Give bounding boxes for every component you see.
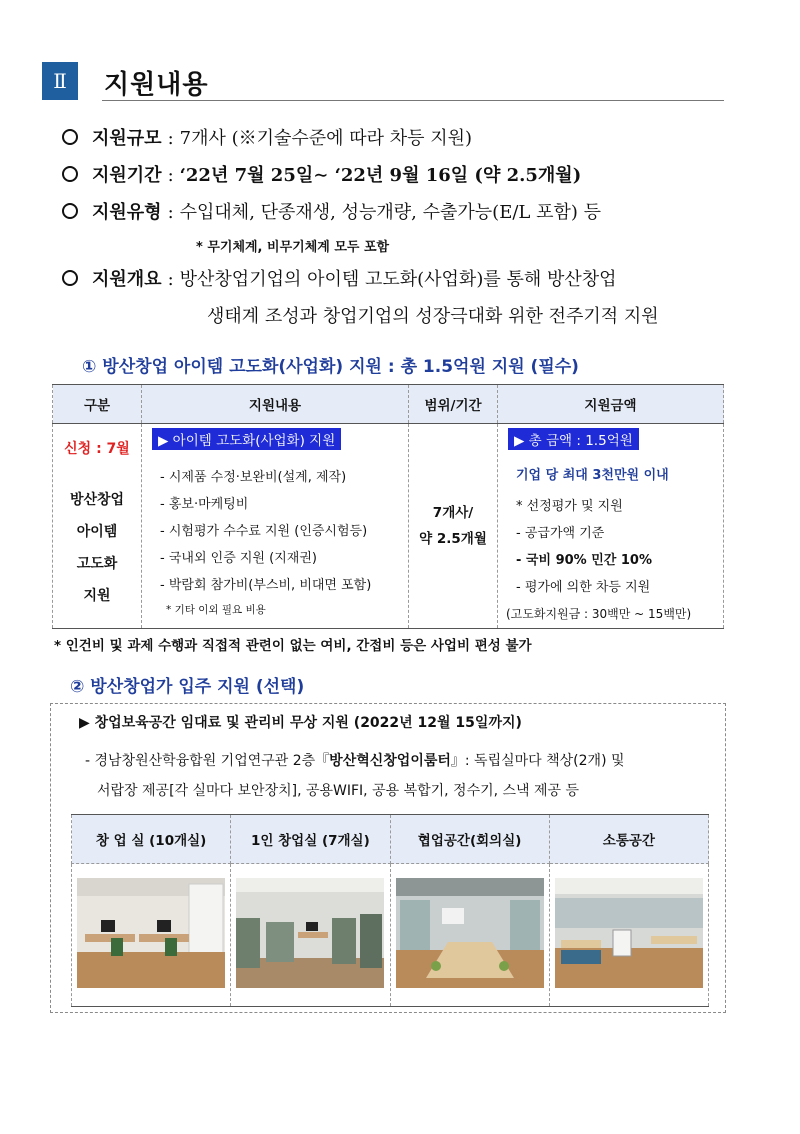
content-item: - 홍보·마케팅비 bbox=[160, 497, 249, 512]
content-highlight: ▶ 아이템 고도화(사업화) 지원 bbox=[152, 428, 341, 450]
rooms-table bbox=[71, 814, 709, 1007]
lounge-photo bbox=[555, 878, 703, 988]
circle-bullet-icon bbox=[62, 166, 78, 182]
category-cell bbox=[53, 424, 142, 629]
bullet-value: ‘22년 7월 25일∼ ‘22년 9월 16일 (약 2.5개월) bbox=[179, 165, 582, 186]
col-header: 구분 bbox=[53, 385, 142, 424]
residency-title: ▶ 창업보육공간 임대료 및 관리비 무상 지원 (2022년 12월 15일까지) bbox=[79, 715, 522, 731]
content-item: - 박람회 참가비(부스비, 비대면 포함) bbox=[160, 578, 372, 593]
amount-highlight: ▶ 총 금액 : 1.5억원 bbox=[508, 428, 639, 450]
content-cell bbox=[142, 424, 409, 629]
amount-footnote: (고도화지원금 : 30백만 ~ 15백만) bbox=[506, 607, 692, 621]
bullet-overview-continued: 생태계 조성과 창업기업의 성장극대화 위한 전주기적 지원 bbox=[207, 306, 659, 327]
room-photo-cell bbox=[231, 864, 390, 1007]
category-name: 방산창업 아이템 고도화 지원 bbox=[69, 492, 125, 604]
content-note: * 기타 이외 필요 비용 bbox=[166, 604, 266, 616]
content-item: - 국내외 인증 지원 (지재권) bbox=[160, 551, 317, 566]
expense-note: * 인건비 및 과제 수행과 직접적 관련이 없는 여비, 간접비 등은 사업비 편성 불가 bbox=[54, 638, 532, 654]
col-header: 지원내용 bbox=[142, 385, 409, 424]
content-item: - 시험평가 수수료 지원 (인증시험등) bbox=[160, 524, 368, 539]
amount-max: 기업 당 최대 3천만원 이내 bbox=[516, 468, 669, 483]
room-header: 협업공간(회의실) bbox=[390, 815, 549, 864]
section-rule bbox=[102, 100, 724, 101]
bullet-scale: 지원규모 : 7개사 (※기술수준에 따라 차등 지원) bbox=[62, 124, 472, 150]
section-title: 지원내용 bbox=[104, 70, 209, 100]
room-photo-cell bbox=[549, 864, 708, 1007]
circle-bullet-icon bbox=[62, 270, 78, 286]
room-header: 1인 창업실 (7개실) bbox=[231, 815, 390, 864]
residency-box bbox=[50, 703, 726, 1013]
circle-bullet-icon bbox=[62, 129, 78, 145]
amount-item: - 평가에 의한 차등 지원 bbox=[516, 580, 651, 595]
bullet-period: 지원기간 : ‘22년 7월 25일∼ ‘22년 9월 16일 (약 2.5개월) bbox=[62, 161, 581, 187]
room-photo-cell bbox=[72, 864, 231, 1007]
bullet-label: 지원기간 bbox=[92, 165, 162, 186]
col-header: 지원금액 bbox=[498, 385, 724, 424]
circle-bullet-icon bbox=[62, 203, 78, 219]
startup-room-photo bbox=[77, 878, 225, 988]
room-photo-cell bbox=[390, 864, 549, 1007]
section-header bbox=[42, 62, 724, 102]
bullet-value: 수입대체, 단종재생, 성능개량, 수출가능(E/L 포함) 등 bbox=[179, 202, 601, 223]
solo-room-photo bbox=[236, 878, 384, 988]
support-table bbox=[52, 384, 724, 629]
room-header: 소통공간 bbox=[549, 815, 708, 864]
room-header: 창 업 실 (10개실) bbox=[72, 815, 231, 864]
bullet-note: * 무기체계, 비무기체계 모두 포함 bbox=[196, 240, 390, 255]
part1-heading: ① 방산창업 아이템 고도화(사업화) 지원 : 총 1.5억원 지원 (필수) bbox=[82, 357, 579, 377]
bullet-label: 지원규모 bbox=[92, 128, 162, 149]
apply-month: 신청 : 7월 bbox=[64, 441, 130, 457]
bullet-value: 방산창업기업의 아이템 고도화(사업화)를 통해 방산창업 bbox=[179, 269, 617, 290]
range-cell: 7개사/ 약 2.5개월 bbox=[409, 424, 498, 629]
bullet-overview: 지원개요 : 방산창업기업의 아이템 고도화(사업화)를 통해 방산창업 bbox=[62, 265, 617, 291]
amount-item: - 공급가액 기준 bbox=[516, 526, 605, 541]
bullet-label: 지원개요 bbox=[92, 269, 162, 290]
content-item: - 시제품 수정·보완비(설계, 제작) bbox=[160, 470, 347, 485]
section-number: Ⅱ bbox=[42, 62, 78, 100]
bullet-value: 7개사 (※기술수준에 따라 차등 지원) bbox=[179, 128, 473, 149]
amount-item: - 국비 90% 민간 10% bbox=[516, 553, 652, 568]
residency-description: - 경남창원산학융합원 기업연구관 2층『방산혁신창업이룸터』: 독립실마다 책상(2개) 및 서랍장 제공[각 실마다 보안장치], 공용WIFI, 공용 복합기, 정수기, 스낵 제공 등 bbox=[85, 753, 625, 799]
col-header: 범위/기간 bbox=[409, 385, 498, 424]
amount-item: * 선정평가 및 지원 bbox=[516, 499, 623, 514]
part2-heading: ② 방산창업가 입주 지원 (선택) bbox=[70, 677, 305, 697]
bullet-label: 지원유형 bbox=[92, 202, 162, 223]
amount-cell bbox=[498, 424, 724, 629]
meeting-room-photo bbox=[396, 878, 544, 988]
bullet-type: 지원유형 : 수입대체, 단종재생, 성능개량, 수출가능(E/L 포함) 등 bbox=[62, 198, 601, 224]
